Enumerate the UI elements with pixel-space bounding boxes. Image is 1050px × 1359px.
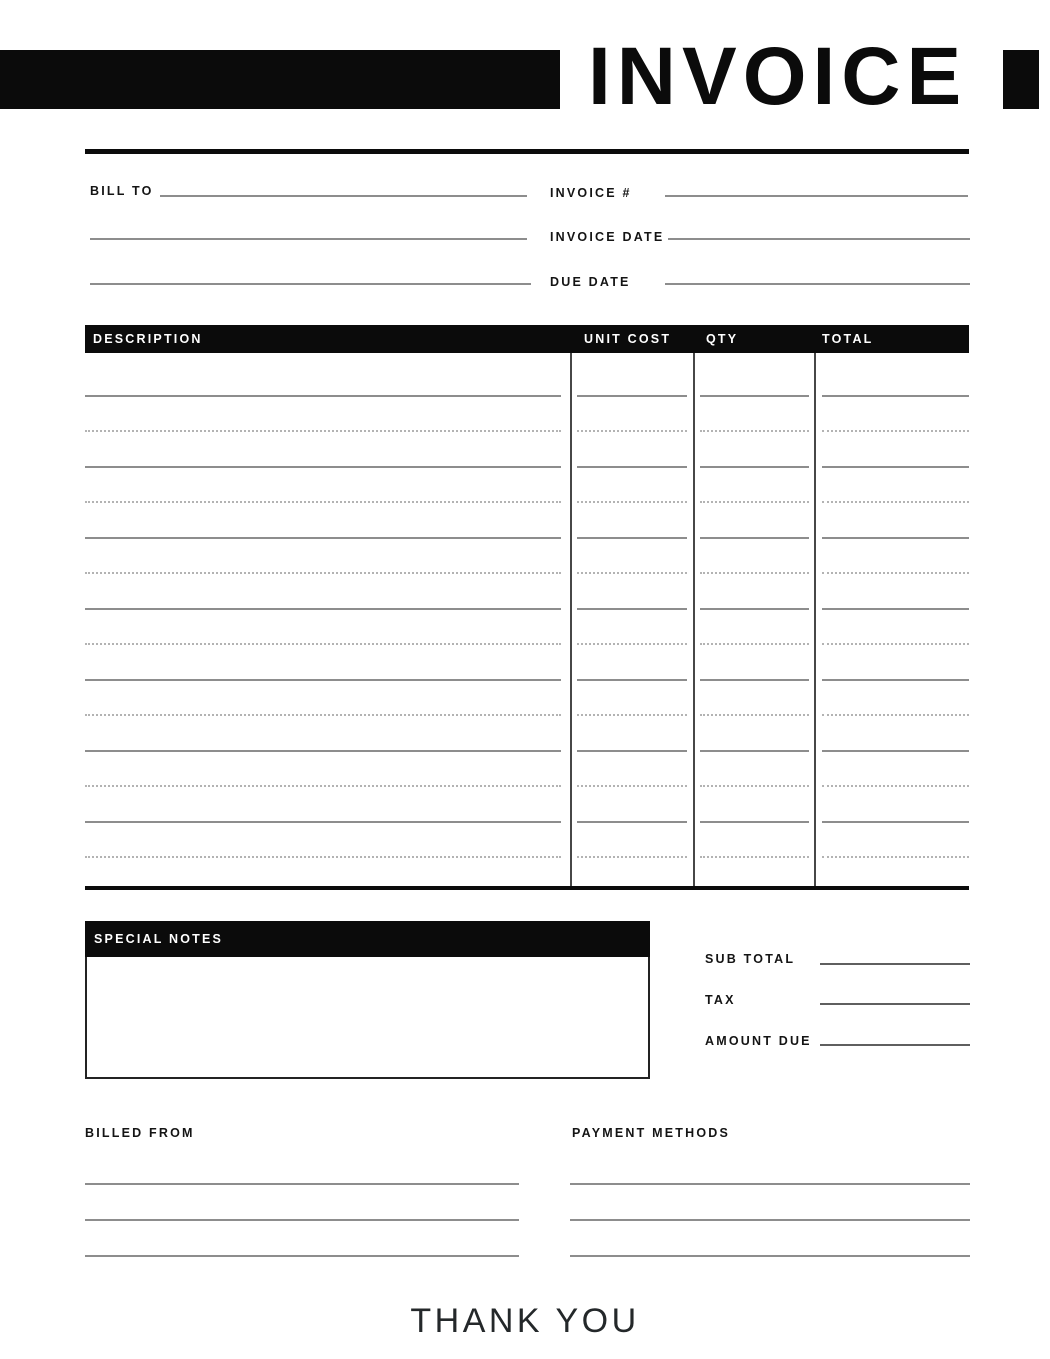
payment-methods-line-3[interactable] — [570, 1255, 970, 1257]
item-row-5-col-1-line[interactable] — [85, 679, 561, 681]
due-date-line[interactable] — [665, 283, 970, 285]
sub-total-label: SUB TOTAL — [705, 952, 796, 966]
item-row-5-col-4-line[interactable] — [822, 679, 969, 681]
item-row-3-col-3-secondary-line[interactable] — [700, 572, 809, 574]
header-bar-decoration — [0, 50, 560, 109]
column-header-description: DESCRIPTION — [93, 332, 203, 346]
table-bottom-rule — [85, 886, 969, 890]
item-row-3-col-2-line[interactable] — [577, 537, 687, 539]
item-row-7-col-1-line[interactable] — [85, 821, 561, 823]
item-row-2-col-4-secondary-line[interactable] — [822, 501, 969, 503]
item-row-1-col-4-secondary-line[interactable] — [822, 430, 969, 432]
invoice-number-label: INVOICE # — [550, 186, 632, 200]
item-row-6-col-3-secondary-line[interactable] — [700, 785, 809, 787]
item-row-4-col-4-line[interactable] — [822, 608, 969, 610]
item-row-1-col-3-secondary-line[interactable] — [700, 430, 809, 432]
item-row-5-col-4-secondary-line[interactable] — [822, 714, 969, 716]
table-column-divider — [570, 353, 572, 887]
item-row-3-col-4-line[interactable] — [822, 537, 969, 539]
item-row-3-col-4-secondary-line[interactable] — [822, 572, 969, 574]
item-row-3-col-3-line[interactable] — [700, 537, 809, 539]
item-row-1-col-3-line[interactable] — [700, 395, 809, 397]
column-header-total: TOTAL — [822, 332, 874, 346]
billed-from-line-2[interactable] — [85, 1219, 519, 1221]
item-row-7-col-3-secondary-line[interactable] — [700, 856, 809, 858]
due-date-label: DUE DATE — [550, 275, 631, 289]
item-row-2-col-2-line[interactable] — [577, 466, 687, 468]
item-row-7-col-2-line[interactable] — [577, 821, 687, 823]
item-row-5-col-2-secondary-line[interactable] — [577, 714, 687, 716]
item-row-7-col-4-secondary-line[interactable] — [822, 856, 969, 858]
bill-to-line-2[interactable] — [90, 238, 527, 240]
item-row-5-col-2-line[interactable] — [577, 679, 687, 681]
item-row-6-col-1-secondary-line[interactable] — [85, 785, 561, 787]
item-row-4-col-1-secondary-line[interactable] — [85, 643, 561, 645]
item-row-4-col-1-line[interactable] — [85, 608, 561, 610]
item-row-1-col-2-secondary-line[interactable] — [577, 430, 687, 432]
item-row-4-col-3-secondary-line[interactable] — [700, 643, 809, 645]
special-notes-input-area[interactable] — [87, 957, 648, 1077]
item-row-6-col-1-line[interactable] — [85, 750, 561, 752]
invoice-date-label: INVOICE DATE — [550, 230, 665, 244]
item-row-2-col-1-secondary-line[interactable] — [85, 501, 561, 503]
item-row-2-col-3-line[interactable] — [700, 466, 809, 468]
special-notes-header — [85, 921, 650, 957]
column-header-qty: QTY — [706, 332, 739, 346]
item-row-4-col-2-line[interactable] — [577, 608, 687, 610]
item-row-1-col-4-line[interactable] — [822, 395, 969, 397]
table-column-divider — [814, 353, 816, 887]
bill-to-line-1[interactable] — [160, 195, 527, 197]
payment-methods-label: PAYMENT METHODS — [572, 1126, 731, 1140]
item-row-5-col-1-secondary-line[interactable] — [85, 714, 561, 716]
item-row-3-col-1-secondary-line[interactable] — [85, 572, 561, 574]
item-row-1-col-1-secondary-line[interactable] — [85, 430, 561, 432]
item-row-7-col-2-secondary-line[interactable] — [577, 856, 687, 858]
item-row-2-col-3-secondary-line[interactable] — [700, 501, 809, 503]
item-row-4-col-2-secondary-line[interactable] — [577, 643, 687, 645]
invoice-date-line[interactable] — [668, 238, 970, 240]
page-title: INVOICE — [588, 31, 968, 122]
item-row-4-col-4-secondary-line[interactable] — [822, 643, 969, 645]
item-row-2-col-2-secondary-line[interactable] — [577, 501, 687, 503]
item-row-6-col-3-line[interactable] — [700, 750, 809, 752]
column-header-unit-cost: UNIT COST — [584, 332, 672, 346]
item-row-7-col-4-line[interactable] — [822, 821, 969, 823]
billed-from-line-1[interactable] — [85, 1183, 519, 1185]
tax-label: TAX — [705, 993, 736, 1007]
payment-methods-line-1[interactable] — [570, 1183, 970, 1185]
item-row-6-col-2-secondary-line[interactable] — [577, 785, 687, 787]
header-divider-rule — [85, 149, 969, 154]
item-row-3-col-2-secondary-line[interactable] — [577, 572, 687, 574]
special-notes-label: SPECIAL NOTES — [94, 932, 224, 946]
item-row-6-col-4-secondary-line[interactable] — [822, 785, 969, 787]
sub-total-line[interactable] — [820, 963, 970, 965]
item-row-4-col-3-line[interactable] — [700, 608, 809, 610]
tax-line[interactable] — [820, 1003, 970, 1005]
amount-due-line[interactable] — [820, 1044, 970, 1046]
item-row-5-col-3-line[interactable] — [700, 679, 809, 681]
table-column-divider — [693, 353, 695, 887]
item-row-6-col-4-line[interactable] — [822, 750, 969, 752]
billed-from-line-3[interactable] — [85, 1255, 519, 1257]
item-row-2-col-4-line[interactable] — [822, 466, 969, 468]
item-row-1-col-1-line[interactable] — [85, 395, 561, 397]
bill-to-label: BILL TO — [90, 184, 154, 198]
item-row-3-col-1-line[interactable] — [85, 537, 561, 539]
amount-due-label: AMOUNT DUE — [705, 1034, 812, 1048]
billed-from-label: BILLED FROM — [85, 1126, 195, 1140]
item-row-5-col-3-secondary-line[interactable] — [700, 714, 809, 716]
header-square-decoration — [1003, 50, 1039, 109]
item-row-1-col-2-line[interactable] — [577, 395, 687, 397]
invoice-number-line[interactable] — [665, 195, 968, 197]
item-row-7-col-1-secondary-line[interactable] — [85, 856, 561, 858]
payment-methods-line-2[interactable] — [570, 1219, 970, 1221]
item-row-2-col-1-line[interactable] — [85, 466, 561, 468]
item-row-7-col-3-line[interactable] — [700, 821, 809, 823]
special-notes-box — [85, 921, 650, 1079]
bill-to-line-3[interactable] — [90, 283, 531, 285]
item-row-6-col-2-line[interactable] — [577, 750, 687, 752]
items-table-header — [85, 325, 969, 353]
thank-you-text: THANK YOU — [410, 1302, 640, 1340]
